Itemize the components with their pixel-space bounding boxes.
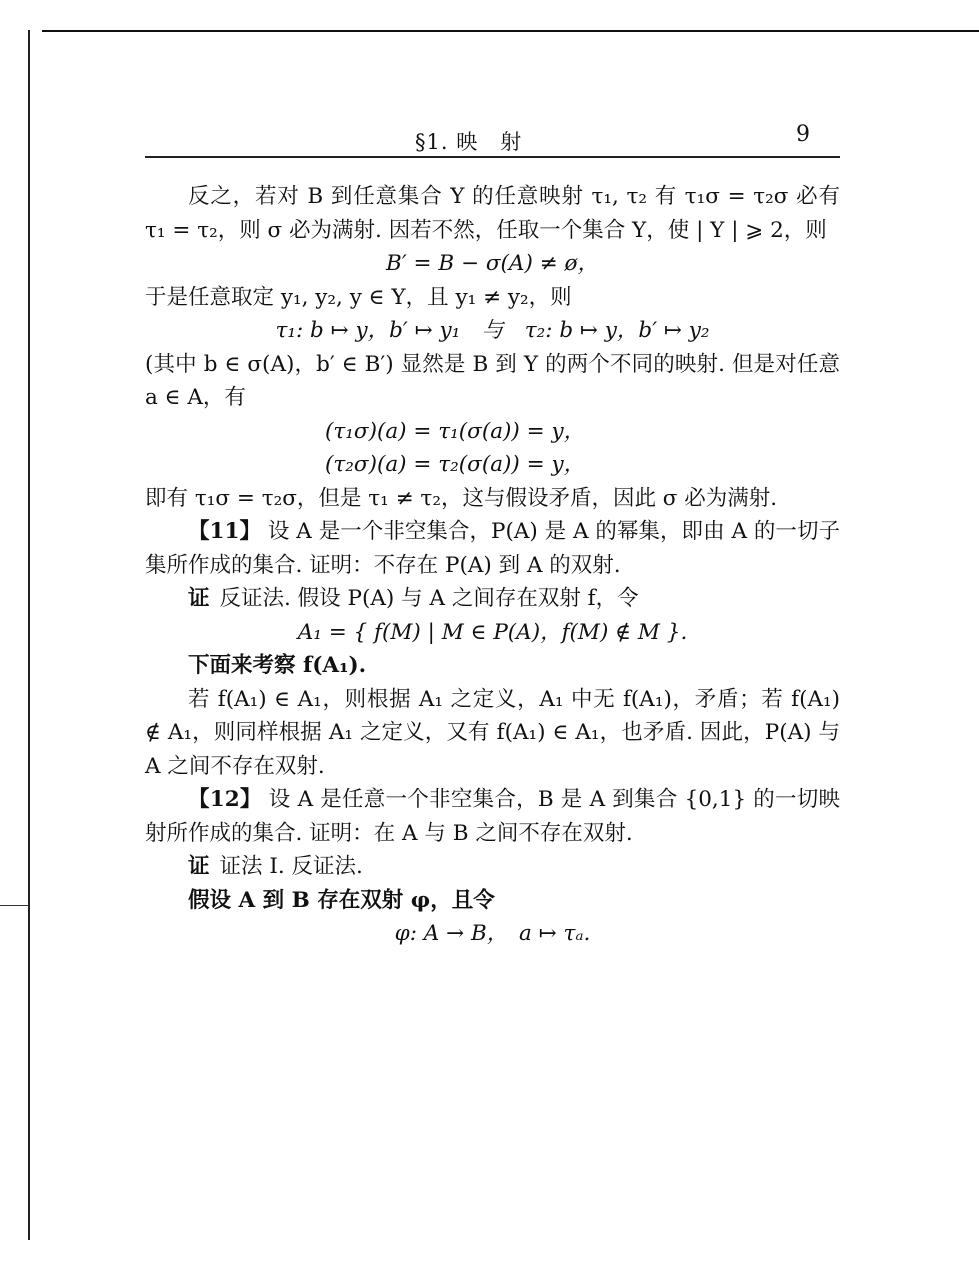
problem-12 xyxy=(145,783,840,850)
paragraph: (其中 b ∈ σ(A)，b′ ∈ B′) 显然是 B 到 Y 的两个不同的映射. 但是对任意 a ∈ A，有 xyxy=(145,351,840,410)
scan-top-border xyxy=(42,30,979,32)
running-head xyxy=(145,118,840,158)
formula: B′ = B − σ(A) ≠ ø， xyxy=(386,251,599,276)
paragraph: 反之，若对 B 到任意集合 Y 的任意映射 τ₁, τ₂ 有 τ₁σ = τ₂σ 必有 τ₁ = τ₂，则 σ 必为满射. 因若不然，任取一个集合 Y，使 | Y | ⩾ 2，则 xyxy=(145,184,840,243)
page-number: 9 xyxy=(796,122,810,147)
proof-label: 证 xyxy=(188,854,210,879)
proof-text: 证法 Ⅰ. 反证法. xyxy=(219,854,363,879)
proof-paragraph xyxy=(145,850,840,884)
scan-margin-mark xyxy=(0,905,28,906)
formula: τ₁: b ↦ y，b′ ↦ y₁ 与 τ₂: b ↦ y，b′ ↦ y₂ xyxy=(275,318,710,343)
problem-11 xyxy=(145,515,840,582)
header-rule xyxy=(145,156,840,158)
problem-text: 设 A 是一个非空集合，P(A) 是 A 的幂集，即由 A 的一切子集所作成的集合. 证明：不存在 P(A) 到 A 的双射. xyxy=(145,519,840,578)
proof-text: 反证法. 假设 P(A) 与 A 之间存在双射 f，令 xyxy=(219,586,639,611)
page-body xyxy=(145,180,840,951)
proof-paragraph xyxy=(145,582,840,616)
formula: (τ₂σ)(a) = τ₂(σ(a)) = y， xyxy=(325,452,586,477)
paragraph: 下面来考察 f(A₁). xyxy=(188,653,367,678)
proof-label: 证 xyxy=(188,586,210,611)
problem-number: 【11】 xyxy=(188,519,262,544)
problem-text: 设 A 是任意一个非空集合，B 是 A 到集合 {0,1} 的一切映射所作成的集合. 证明：在 A 与 B 之间不存在双射. xyxy=(145,787,840,846)
formula: (τ₁σ)(a) = τ₁(σ(a)) = y， xyxy=(325,418,586,444)
formula: A₁ = { f(M) | M ∈ P(A)，f(M) ∉ M }. xyxy=(297,619,688,645)
paragraph: 于是任意取定 y₁, y₂, y ∈ Y，且 y₁ ≠ y₂，则 xyxy=(145,284,572,310)
section-title: §1. 映 射 xyxy=(415,130,523,154)
problem-number: 【12】 xyxy=(188,787,262,812)
paragraph: 即有 τ₁σ = τ₂σ，但是 τ₁ ≠ τ₂，这与假设矛盾，因此 σ 必为满射. xyxy=(145,485,778,511)
formula: φ: A → B， a ↦ τₐ. xyxy=(394,921,591,946)
scan-left-border xyxy=(28,30,30,1240)
paragraph: 假设 A 到 B 存在双射 φ，且令 xyxy=(188,887,495,913)
paragraph: 若 f(A₁) ∈ A₁，则根据 A₁ 之定义，A₁ 中无 f(A₁)，矛盾；若 f(A₁) ∉ A₁，则同样根据 A₁ 之定义，又有 f(A₁) ∈ A₁，也矛盾. 因此，P(A) 与 A 之间不存在双射. xyxy=(145,686,840,779)
